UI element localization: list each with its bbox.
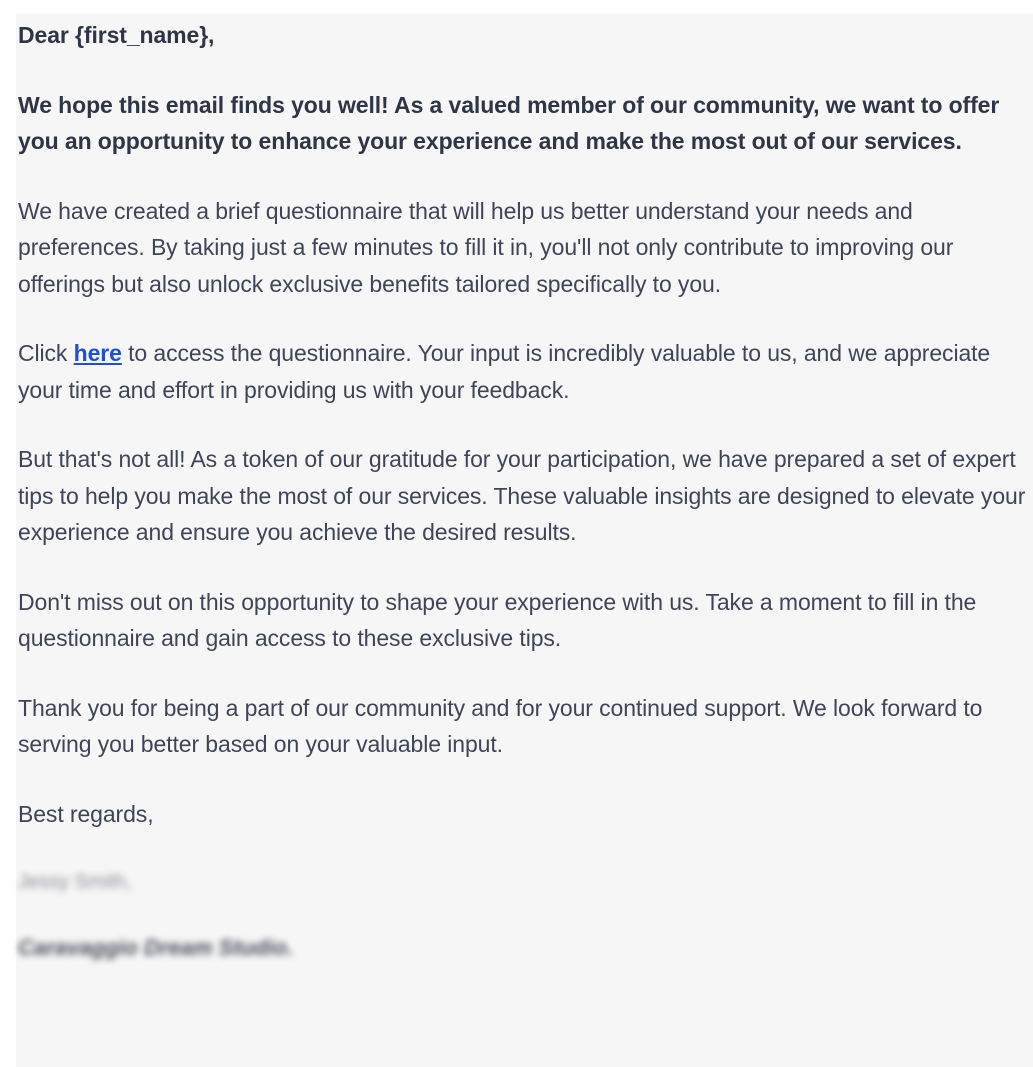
email-signoff: Best regards, bbox=[18, 800, 154, 827]
click-suffix: to access the questionnaire. Your input is incredibly valuable to us, and we appreciate your time and effort in providing us with your feedback. bbox=[18, 340, 991, 403]
thanks-paragraph: Thank you for being a part of our community and for your continued support. We look forward to serving you better based on your valuable input. bbox=[18, 694, 983, 757]
click-prefix: Click bbox=[18, 340, 74, 366]
signature-studio: Caravaggio Dream Studio. bbox=[18, 935, 294, 960]
questionnaire-link[interactable]: here bbox=[73, 340, 122, 366]
opportunity-paragraph: Don't miss out on this opportunity to shape your experience with us. Take a moment to fill in the questionnaire and gain access to these exclusive tips. bbox=[18, 588, 977, 651]
questionnaire-paragraph: We have created a brief questionnaire that will help us better understand your needs and preferences. By taking just a few minutes to fill it in, you'll not only contribute to improving our offerings but also unlock exclusive benefits tailored specifically to you. bbox=[18, 197, 954, 297]
email-greeting: Dear {first_name}, bbox=[18, 22, 215, 48]
email-body bbox=[16, 14, 1033, 1067]
signature-name: Jessy Smith, bbox=[18, 871, 132, 893]
email-intro: We hope this email finds you well! As a valued member of our community, we want to offer you an opportunity to enhance your experience and make the most out of our services. bbox=[18, 91, 1000, 154]
click-here-paragraph bbox=[18, 335, 1033, 408]
tips-paragraph: But that's not all! As a token of our gratitude for your participation, we have prepared a set of expert tips to help you make the most of our services. These valuable insights are designed to elevate your experience and ensure you achieve the desired results. bbox=[18, 446, 1026, 545]
